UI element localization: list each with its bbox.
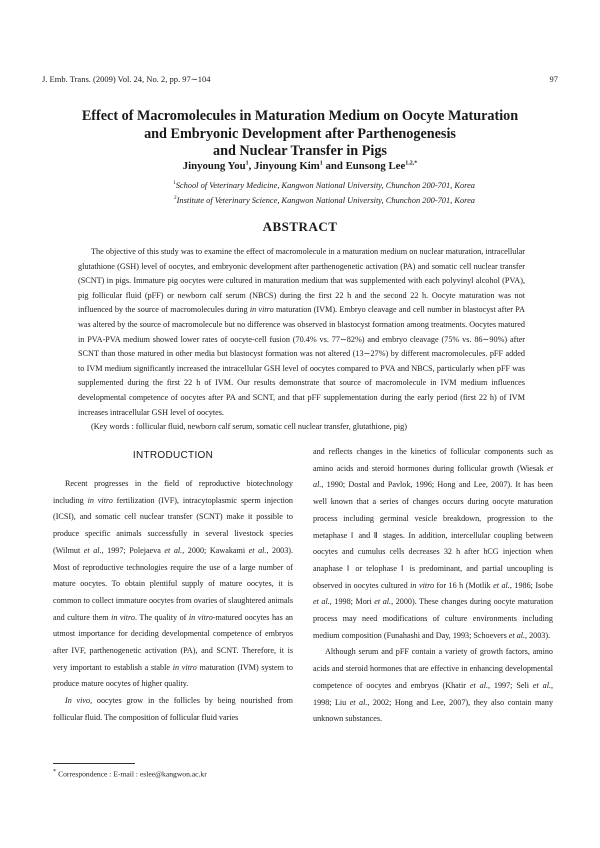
running-header [42,74,558,85]
italic-run: In vivo [65,696,91,706]
italic-run: et al. [83,545,102,555]
text-run: , oocytes grow in the follicles by being nourished from follicular fluid. The composition of follicular fluid varies [53,696,293,722]
author-affiliation-marker: 1 [319,160,323,167]
intro-paragraph-continued [313,444,553,644]
italic-run: et al. [313,463,553,490]
title-line-3: and Nuclear Transfer in Pigs [213,143,387,159]
footnote-divider [53,763,135,764]
affiliations [60,177,475,207]
page-number: 97 [549,74,558,84]
italic-run: in vitro [111,612,135,622]
intro-paragraph-2 [53,693,293,726]
title-line-2: and Embryonic Development after Parthenogenesis [144,125,456,142]
italic-run: et al. [248,545,267,555]
affiliation-2 [60,192,475,207]
correspondence-footnote [53,768,207,779]
italic-run: et al. [532,680,551,690]
text-run: , 2003). [525,630,551,640]
italic-run: et al. [469,680,489,690]
abstract-paragraph [78,245,525,420]
author-list [40,160,560,172]
text-run: for 16 h (Motlik [434,580,494,590]
right-column [313,444,553,728]
text-run: and reflects changes in the kinetics of follicular components such as amino acids and steroid hormones during follicular growth (Wiesak [313,447,553,473]
journal-citation: J. Emb. Trans. (2009) Vol. 24, No. 2, pp. 97∼104 [42,74,211,84]
text-run: , 1998; Mori [329,597,375,607]
text-run: Recent progresses in the field of reproductive biotechnology including [53,479,293,505]
text-run: , 1986; Isobe [509,580,554,590]
italic-run: in vitro [172,662,197,672]
title-line-1: Effect of Macromolecules in Maturation Medium on Oocyte Maturation [81,108,519,124]
author-name: Jinyoung Kim [254,160,320,172]
author-affiliation-marker: 1,2,* [405,160,418,167]
italic-run: in vitro [188,612,213,622]
text-run: , 2000; Kawakami [182,545,249,555]
text-run: , 1997; Polejaeva [101,545,165,555]
author-separator: , [248,160,255,172]
text-run: -matured oocytes has an utmost importance for deciding developmental competence of embryos after IVF, parthenogenetic activation (PA), and SCNT. Therefore, it is very important to establish a stable [53,612,293,672]
abstract-body [78,245,525,435]
author-name: Eunsong Lee [345,160,406,172]
italic-run: in vitro [87,495,113,505]
text-run: , 1998; Liu [313,680,554,707]
italic-run: et al. [164,545,183,555]
italic-run: et al. [313,597,330,607]
italic-run: et al. [493,580,510,590]
paper-title [40,108,560,161]
intro-paragraph-1 [53,476,293,693]
text-run: , 1990; Dostal and Pavlok, 1996; Hong and Lee, 2007). It has been well known that a series of changes occurs during oocyte maturation process including germinal vesicle breakdown, progression to the metaphase Ⅰ and Ⅱ stages. In addition, intercellular coupling between oocytes and cumulus cells decreases 32 h after hCG injection when anaphase Ⅰ or telophase Ⅰ is predominant, and partial uncoupling is observed in oocytes cultured [313,480,553,590]
author-name: Jinyoung You [182,160,246,172]
text-run: maturation (IVM) system to produce mature oocytes of higher quality. [53,662,293,689]
text-run: , 2000). These changes during oocyte maturation process may need modifications of culture environments including medium composition (Funahashi and Day, 1993; Schoevers [313,597,554,640]
text-run: , 2002; Hong and Lee, 2007), they also contain many unknown substances. [313,697,554,724]
italic-run: et al. [508,630,526,640]
italic-run: et al. [374,597,392,607]
author-separator: and [322,160,346,172]
introduction-heading: INTRODUCTION [132,450,214,461]
footnote-text: Correspondence : E-mail : eslee@kangwon.ac.kr [56,769,207,779]
text-run: Although serum and pFF contain a variety of growth factors, amino acids and steroid hormones that are effective in enhancing developmental competence of oocytes and embryos (Khatir [313,647,553,690]
affiliation-text: School of Veterinary Medicine, Kangwon National University, Chunchon 200-701, Korea [175,180,475,190]
italic-run: in vitro [410,580,435,590]
text-run: , 2003). Most of reproductive technologies require the use of a large number of mature oocytes. To obtain plentiful supply of mature oocytes, it is common to collect immature oocytes from ovaries of slaughtered animals and culture them [53,545,294,622]
abstract-heading: ABSTRACT [262,219,338,234]
footnote-marker: * [53,768,57,775]
left-column [53,448,293,727]
text-run: fertilization (IVF), intracytoplasmic sperm injection (ICSI), and somatic cell nuclear transfer (SCNT) make it possible to produce specific animals successfully in several livestock species (Wilmut [53,495,293,555]
author-affiliation-marker: 1 [245,160,249,167]
text-run: , 1997; Seli [488,680,533,690]
affiliation-marker: 2 [173,194,177,201]
abstract-italic-term: in vitro [249,305,274,315]
affiliation-1 [60,177,475,192]
keywords: (Key words : follicular fluid, newborn calf serum, somatic cell nuclear transfer, glutathione, pig) [91,422,407,432]
abstract-text: maturation (IVM). Embryo cleavage and cell number in blastocyst after PA was altered by the source of macromolecule but no difference was observed in blastocyst formation among treatments. Oocytes matured in PVA-PVA medium showed lower rates of oocyte-cell fusion (70.4% vs. 77∼82%) and embryo cleavage (75% vs. 86∼90%) after SCNT than those matured in other media but blastocyst formation was not altered (13∼27%) by different macromolecules. pFF added to IVM medium significantly increased the intracellular GSH level of oocytes compared to PVA and NBCS, particularly when pFF was supplemented during the first 22 h of IVM. Our results demonstrate that source of macromolecule in IVM medium influences developmental competence of oocytes after PA and SCNT, and that pFF supplementation during the early period (first 22 h) of IVM increases intracellular GSH level of oocytes. [78,305,526,417]
affiliation-text: Institute of Veterinary Science, Kangwon National University, Chunchon 200-701, Korea [176,195,475,205]
text-run: . The quality of [134,612,189,622]
abstract-text: The objective of this study was to examine the effect of macromolecule in a maturation medium on nuclear maturation, intracellular glutathione (GSH) level of oocytes, and embryonic development after parthenogenetic activation (PA) and somatic cell nuclear transfer (SCNT) in pigs. Immature pig oocytes were cultured in maturation medium that was supplemented with each polyvinyl alcohol (PVA), pig follicular fluid (pFF) or newborn calf serum (NBCS) during the first 22 h and the second 22 h. Oocyte maturation was not influenced by the source of macromolecules during [78,247,525,315]
intro-paragraph-3 [313,644,553,728]
affiliation-marker: 1 [172,180,176,186]
italic-run: et al. [349,697,368,707]
